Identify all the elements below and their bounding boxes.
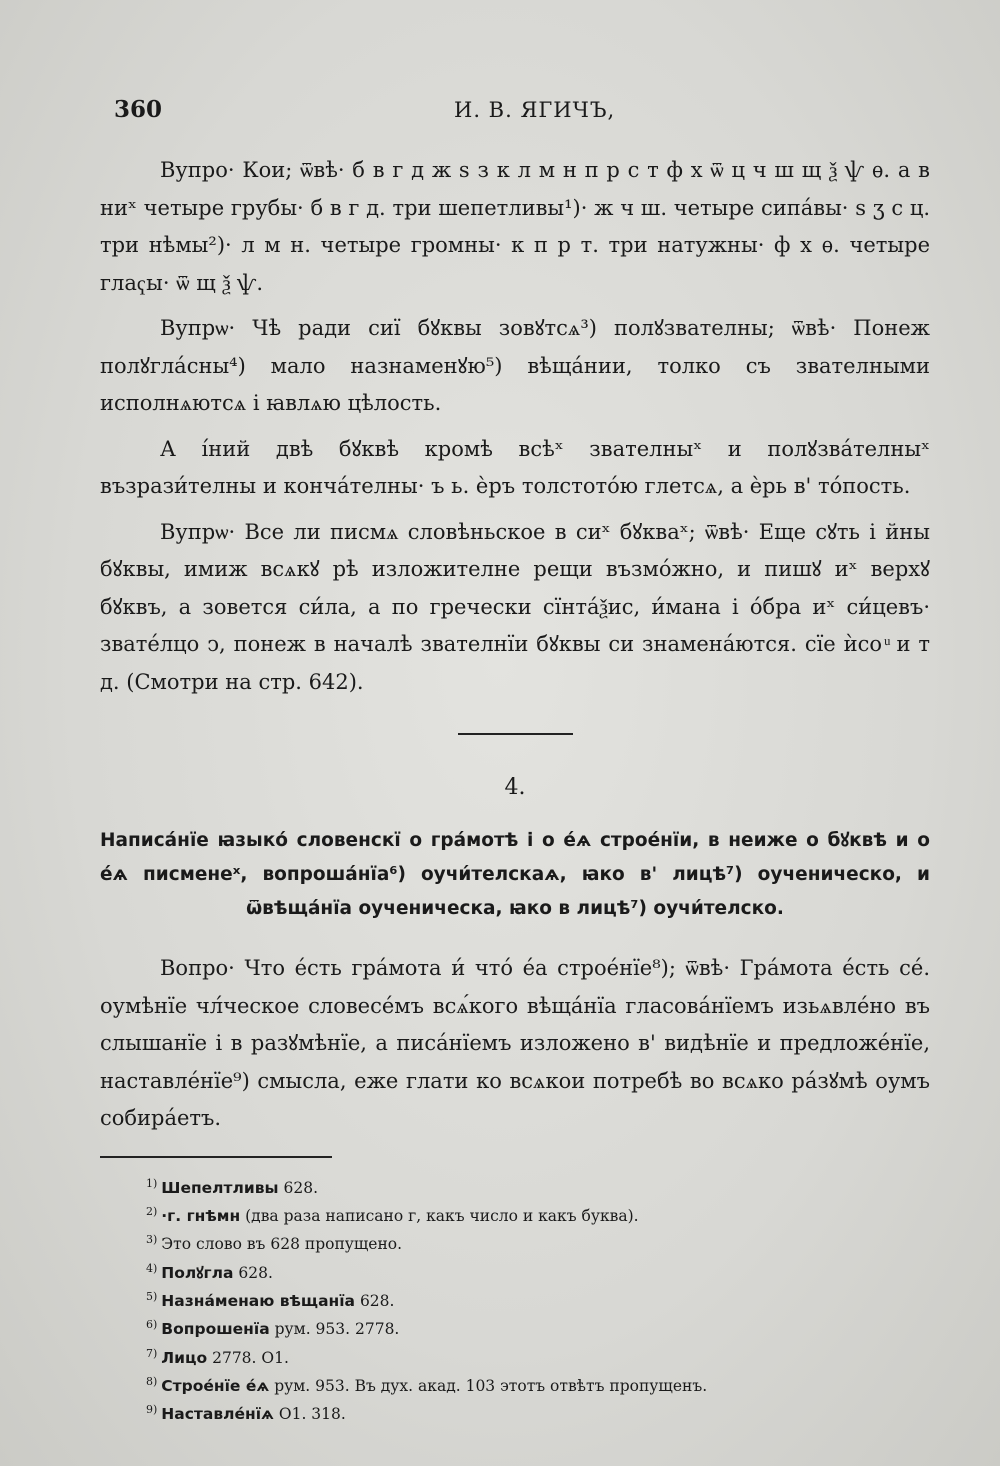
footnote (146, 1228, 930, 1256)
footnote-text: рум. 953. 2778. (269, 1320, 400, 1339)
footnote (146, 1313, 930, 1341)
footnote-mark: 3) (146, 1233, 158, 1247)
paragraph: Вупрѡ· Чѣ ради сиї бꙋквы зовꙋтсѧ³) полꙋзвателны; ѿвѣ· Понеж полꙋгла́сны⁴) мало назнаменꙋю⁵) вѣща́нии, толко съ звателными исполнѧютсѧ і ꙗвлѧю цѣлость. (100, 316, 930, 415)
footnote-slavonic: Строе́нїе е́ѧ (161, 1377, 270, 1396)
footnote-mark: 5) (146, 1289, 158, 1303)
footnote-mark: 7) (146, 1346, 158, 1360)
footnote (146, 1285, 930, 1313)
section-number: 4. (504, 775, 526, 800)
footnote-text: 628. (233, 1263, 273, 1282)
footnote-text: 2778. О1. (207, 1348, 289, 1367)
footnote (146, 1370, 930, 1398)
footnote-mark: 2) (146, 1204, 158, 1218)
footnote-slavonic: Лицо (161, 1348, 208, 1367)
paragraph: Вопро· Что е́сть гра́мота и́ что́ е́а строе́нїе⁸); ѿвѣ· Гра́мота е́сть се́. оумѣнїе чл́ческое словесе́мъ всѧ́кого вѣща́нїа гласова́нїемъ изьѧвле́но въ слышанїе і в разꙋмѣнїе, а писа́нїемъ изложено в' видѣнїе и предложе́нїе, наставле́нїе⁹) смысла, еже глати ко всѧкои потребѣ во всѧко ра́зꙋмѣ оумъ собира́етъ. (100, 956, 930, 1130)
footnote-text: Это слово въ 628 пропущено. (161, 1235, 403, 1254)
footnote-mark: 8) (146, 1375, 158, 1389)
footnote-mark: 1) (146, 1176, 158, 1190)
paragraph: А і́ний двѣ бꙋквѣ кромѣ всѣˣ звателныˣ и полꙋзва́телныˣ възрази́телны и конча́телны· ъ ь. ѐръ толстото́ю глетсѧ, а ѐрь в' то́пость. (100, 436, 930, 498)
footnote-slavonic: Вопрошенїа (161, 1320, 270, 1339)
footnote-text: рум. 953. Въ дух. акад. 103 этотъ отвѣтъ пропущенъ. (269, 1377, 708, 1396)
footnote (146, 1200, 930, 1228)
section-heading: Написа́нїе ꙗзыко́ словенскї о гра́мотѣ і о е́ѧ строе́нїи, в неиже о бꙋквѣ и о е́ѧ писменеˣ, вопроша́нїа⁶) оучи́телскаѧ, ꙗко в' лицѣ⁷) оученическо, и ѿвѣща́нїа оученическа, ꙗко в лицѣ⁷) оучи́телско. (100, 830, 930, 919)
footnote-mark: 6) (146, 1318, 158, 1332)
paragraph: Вупрѡ· Все ли писмѧ словѣньское в сиˣ бꙋкваˣ; ѿвѣ· Еще сꙋть і йны бꙋквы, имиж всѧкꙋ рѣ изложителне рещи възмо́жно, и пишꙋ иˣ верхꙋ бꙋквъ, а зовется си́ла, а по гречески сїнта́ѯис, и́мана і о́бра иˣ си́цевъ· звате́лцо ͻ, понеж в началѣ звателнїи бꙋквы си знамена́ются. сїе ѝсо ͧ и т д. (Смотри на стр. 642). (100, 519, 930, 694)
footnote-slavonic: Полꙋгла (161, 1263, 234, 1282)
footnote (146, 1398, 930, 1426)
footnote (146, 1172, 930, 1200)
footnote (146, 1342, 930, 1370)
footnote-slavonic: Шепелтливы (161, 1178, 279, 1197)
running-head: И. В. ЯГИЧЪ, (454, 98, 616, 122)
footnote-text: 628. (278, 1178, 319, 1197)
footnotes (100, 1172, 930, 1427)
footnote-divider (100, 1156, 332, 1158)
footnote-slavonic: Назна́менаю вѣщанїа (161, 1292, 356, 1311)
footnote-mark: 9) (146, 1403, 158, 1417)
footnote-slavonic: ·г. гнѣмн (161, 1207, 241, 1226)
page-header (114, 96, 920, 132)
section-divider (458, 733, 573, 735)
main-text (100, 152, 930, 1427)
footnote-slavonic: Наставле́нїѧ (161, 1405, 274, 1424)
footnote-text: (два раза написано г, какъ число и какъ буква). (240, 1207, 639, 1226)
footnote-text: О1. 318. (273, 1405, 346, 1424)
footnote-mark: 4) (146, 1261, 158, 1275)
page-number: 360 (114, 96, 163, 123)
paragraph: Вупро· Кои; ѿвѣ· б в г д ж ѕ з к л м н п р с т ф х ѿ ц ч ш щ ѯ ѱ ѳ. а в ниˣ четыре грубы· б в г д. три шепетливы¹)· ж ч ш. четыре сипа́вы· ѕ ʒ с ц. три нѣмы²)· л м н. четыре громны· к п р т. три натужны· ф х ѳ. четыре глаҁы· ѿ щ ѯ ѱ. (100, 158, 930, 295)
footnote (146, 1257, 930, 1285)
footnote-text: 628. (355, 1292, 395, 1311)
